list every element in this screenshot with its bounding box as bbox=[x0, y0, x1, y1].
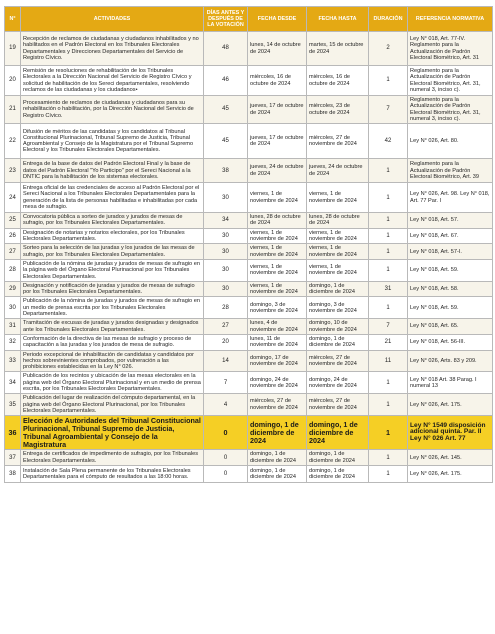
duration: 1 bbox=[369, 244, 408, 260]
normative-reference: Ley N° 018, Art. 67. bbox=[408, 228, 493, 244]
row-number: 30 bbox=[5, 297, 21, 319]
activity-text: Instalación de Sala Plena permanente de los Tribunales Electorales Departamentales para el cómputo de resultados a las 18:00 horas. bbox=[21, 465, 204, 482]
activity-text: Entrega oficial de las credenciales de acceso al Padrón Electoral por el Sereci Nacional a los Tribunales Electorales Departamentales para la generación de la lista de personas habilitadas e inhabilitadas por cada mesa de sufragio. bbox=[21, 183, 204, 213]
days-before-after: 30 bbox=[204, 228, 248, 244]
header-days: DÍAS ANTES Y DESPUÉS DE LA VOTACIÓN bbox=[204, 7, 248, 32]
normative-reference: Ley N° 026, Art. 80. bbox=[408, 124, 493, 159]
table-row bbox=[5, 183, 493, 213]
date-from: miércoles, 16 de octubre de 2024 bbox=[248, 66, 307, 96]
duration: 1 bbox=[369, 66, 408, 96]
activity-text: Conformación de la directiva de las mesas de sufragio y proceso de capacitación a las juradas y los jurados de mesa de sufragio. bbox=[21, 334, 204, 350]
activity-text: Sorteo para la selección de las juradas y los jurados de las mesas de sufragio, por los Tribunales Electorales Departamentales. bbox=[21, 244, 204, 260]
duration: 42 bbox=[369, 124, 408, 159]
date-to: domingo, 10 de noviembre de 2024 bbox=[307, 319, 369, 335]
date-from: domingo, 17 de noviembre de 2024 bbox=[248, 350, 307, 372]
normative-reference: Ley N° 018, Art. 57. bbox=[408, 213, 493, 229]
row-number: 34 bbox=[5, 372, 21, 394]
days-before-after: 0 bbox=[204, 450, 248, 466]
row-number: 37 bbox=[5, 450, 21, 466]
header-reference: REFERENCIA NORMATIVA bbox=[408, 7, 493, 32]
duration: 1 bbox=[369, 297, 408, 319]
activity-text: Difusión de méritos de las candidatas y los candidatos al Tribunal Constitucional Plurinacional, Tribunal Supremo de Justicia, Tribunal Agroambiental y Consejo de la Magistratura por el Tribunal Supremo Electoral y los Tribunales Electorales Departamentales. bbox=[21, 124, 204, 159]
days-before-after: 7 bbox=[204, 372, 248, 394]
duration: 2 bbox=[369, 32, 408, 66]
activity-text: Elección de Autoridades del Tribunal Constitucional Plurinacional, Tribunal Supremo de Justicia, Tribunal Agroambiental y Consejo de la Magistratura bbox=[21, 416, 204, 450]
date-to: lunes, 28 de octubre de 2024 bbox=[307, 213, 369, 229]
date-from: domingo, 1 de diciembre de 2024 bbox=[248, 416, 307, 450]
activity-text: Convocatoria pública a sorteo de jurados y jurados de mesas de sufragio, por los Tribunales Electorales Departamentales. bbox=[21, 213, 204, 229]
activity-text: Periodo excepcional de inhabilitación de candidatas y candidatos por hechos sobrevinientes comprobados, por vulneración a las prohibiciones establecidas en la Ley N° 026. bbox=[21, 350, 204, 372]
table-row bbox=[5, 124, 493, 159]
date-to: domingo, 1 de diciembre de 2024 bbox=[307, 281, 369, 297]
row-number: 32 bbox=[5, 334, 21, 350]
normative-reference: Ley N° 018, Art. 65. bbox=[408, 319, 493, 335]
days-before-after: 20 bbox=[204, 334, 248, 350]
date-to: miércoles, 23 de octubre de 2024 bbox=[307, 96, 369, 124]
normative-reference: Ley N° 026, Art. 98. Ley N° 018, Art. 77 Par. I bbox=[408, 183, 493, 213]
date-to: miércoles, 27 de noviembre de 2024 bbox=[307, 350, 369, 372]
table-body bbox=[5, 32, 493, 483]
activity-text: Tramitación de excusas de juradas y jurados designadas y designados ante los Tribunales Electorales Departamentales. bbox=[21, 319, 204, 335]
date-from: jueves, 17 de octubre de 2024 bbox=[248, 96, 307, 124]
electoral-calendar-table bbox=[4, 6, 493, 483]
date-to: domingo, 3 de noviembre de 2024 bbox=[307, 297, 369, 319]
date-to: jueves, 24 de octubre de 2024 bbox=[307, 159, 369, 183]
duration: 1 bbox=[369, 416, 408, 450]
header-activities: ACTIVIDADES bbox=[21, 7, 204, 32]
date-to: viernes, 1 de noviembre de 2024 bbox=[307, 259, 369, 281]
duration: 1 bbox=[369, 159, 408, 183]
duration: 31 bbox=[369, 281, 408, 297]
duration: 1 bbox=[369, 465, 408, 482]
days-before-after: 30 bbox=[204, 244, 248, 260]
days-before-after: 45 bbox=[204, 96, 248, 124]
row-number: 38 bbox=[5, 465, 21, 482]
date-from: viernes, 1 de noviembre de 2024 bbox=[248, 259, 307, 281]
table-row bbox=[5, 350, 493, 372]
table-row bbox=[5, 96, 493, 124]
days-before-after: 45 bbox=[204, 124, 248, 159]
row-number: 33 bbox=[5, 350, 21, 372]
row-number: 20 bbox=[5, 66, 21, 96]
table-row-highlighted bbox=[5, 416, 493, 450]
activity-text: Designación de notarias y notarios electorales, por los Tribunales Electorales Departamentales. bbox=[21, 228, 204, 244]
days-before-after: 48 bbox=[204, 32, 248, 66]
row-number: 28 bbox=[5, 259, 21, 281]
date-to: domingo, 1 de diciembre de 2024 bbox=[307, 334, 369, 350]
normative-reference: Ley N° 018 Art. 38 Parag. I numeral 13 bbox=[408, 372, 493, 394]
table-row bbox=[5, 66, 493, 96]
activity-text: Publicación del lugar de realización del cómputo departamental, en la página web del Órgano Electoral Plurinacional, por los Tribunales Electorales Departamentales. bbox=[21, 394, 204, 416]
table-header-row bbox=[5, 7, 493, 32]
date-to: viernes, 1 de noviembre de 2024 bbox=[307, 183, 369, 213]
date-from: lunes, 14 de octubre de 2024 bbox=[248, 32, 307, 66]
table-row bbox=[5, 281, 493, 297]
normative-reference: Ley N° 026, Arts. 83 y 209. bbox=[408, 350, 493, 372]
date-from: jueves, 17 de octubre de 2024 bbox=[248, 124, 307, 159]
table-row bbox=[5, 213, 493, 229]
days-before-after: 30 bbox=[204, 281, 248, 297]
date-from: viernes, 1 de noviembre de 2024 bbox=[248, 183, 307, 213]
date-from: domingo, 1 de diciembre de 2024 bbox=[248, 465, 307, 482]
table-row bbox=[5, 319, 493, 335]
date-to: viernes, 1 de noviembre de 2024 bbox=[307, 244, 369, 260]
date-from: lunes, 28 de octubre de 2024 bbox=[248, 213, 307, 229]
date-to: viernes, 1 de noviembre de 2024 bbox=[307, 228, 369, 244]
row-number: 36 bbox=[5, 416, 21, 450]
activity-text: Recepción de reclamos de ciudadanas y ciudadanos inhabilitados y no habilitados en el Padrón Electoral en los Tribunales Electorales Departamentales y Direcciones Departamentales del Servicio de Registro Cívico. bbox=[21, 32, 204, 66]
date-to: domingo, 24 de noviembre de 2024 bbox=[307, 372, 369, 394]
date-to: miércoles, 27 de noviembre de 2024 bbox=[307, 124, 369, 159]
days-before-after: 46 bbox=[204, 66, 248, 96]
duration: 21 bbox=[369, 334, 408, 350]
activity-text: Publicación de la nómina de juradas y jurados de mesas de sufragio en la página web del Órgano Electoral Plurinacional por los Tribunales Electorales Departamentales. bbox=[21, 259, 204, 281]
date-to: miércoles, 16 de octubre de 2024 bbox=[307, 66, 369, 96]
normative-reference: Ley N° 018, Art. 77-IV. Reglamento para la Actualización de Padrón Electoral Biométrico, Art. 31 bbox=[408, 32, 493, 66]
table-row bbox=[5, 394, 493, 416]
normative-reference: Reglamento para la Actualización de Padrón Electoral Biométrico, Art. 39 bbox=[408, 159, 493, 183]
normative-reference: Ley N° 026, Art. 175. bbox=[408, 465, 493, 482]
normative-reference: Ley N° 018, Art. 57-I. bbox=[408, 244, 493, 260]
row-number: 31 bbox=[5, 319, 21, 335]
date-to: martes, 15 de octubre de 2024 bbox=[307, 32, 369, 66]
normative-reference: Ley N° 018, Art. 58. bbox=[408, 281, 493, 297]
activity-text: Publicación de los recintos y ubicación de las mesas electorales en la página web del Órgano Electoral Plurinacional y en un medio de prensa escrita, por los Tribunales Electorales Departamentales. bbox=[21, 372, 204, 394]
date-from: lunes, 11 de noviembre de 2024 bbox=[248, 334, 307, 350]
days-before-after: 38 bbox=[204, 159, 248, 183]
duration: 1 bbox=[369, 394, 408, 416]
row-number: 24 bbox=[5, 183, 21, 213]
activity-text: Designación y notificación de juradas y jurados de mesas de sufragio por los Tribunales Electorales Departamentales. bbox=[21, 281, 204, 297]
row-number: 35 bbox=[5, 394, 21, 416]
table-row bbox=[5, 334, 493, 350]
date-from: domingo, 1 de diciembre de 2024 bbox=[248, 450, 307, 466]
date-to: domingo, 1 de diciembre de 2024 bbox=[307, 416, 369, 450]
row-number: 26 bbox=[5, 228, 21, 244]
days-before-after: 34 bbox=[204, 213, 248, 229]
normative-reference: Reglamento para la Actualización de Padrón Electoral Biométrico, Art. 31, numeral 3, inciso c). bbox=[408, 96, 493, 124]
days-before-after: 27 bbox=[204, 319, 248, 335]
table-row bbox=[5, 259, 493, 281]
duration: 7 bbox=[369, 96, 408, 124]
row-number: 21 bbox=[5, 96, 21, 124]
calendar-table-container bbox=[4, 6, 492, 483]
row-number: 19 bbox=[5, 32, 21, 66]
duration: 1 bbox=[369, 228, 408, 244]
table-row bbox=[5, 297, 493, 319]
header-number: N° bbox=[5, 7, 21, 32]
normative-reference: Ley N° 018, Art. 59. bbox=[408, 259, 493, 281]
normative-reference: Ley N° 1549 disposición adicional quinta. Par. II Ley N° 026 Art. 77 bbox=[408, 416, 493, 450]
normative-reference: Ley N° 026, Art. 145. bbox=[408, 450, 493, 466]
header-date-from: FECHA DESDE bbox=[248, 7, 307, 32]
normative-reference: Ley N° 026, Art. 175. bbox=[408, 394, 493, 416]
duration: 7 bbox=[369, 319, 408, 335]
row-number: 25 bbox=[5, 213, 21, 229]
activity-text: Remisión de resoluciones de rehabilitación de los Tribunales Electorales a la Dirección Nacional del Servicio de Registro Cívico y solicitud de habilitación de los Sereci departamentales, resolviendo reclamos de las ciudadanas y los ciudadanos• bbox=[21, 66, 204, 96]
table-row bbox=[5, 159, 493, 183]
row-number: 29 bbox=[5, 281, 21, 297]
date-from: miércoles, 27 de noviembre de 2024 bbox=[248, 394, 307, 416]
days-before-after: 30 bbox=[204, 183, 248, 213]
table-row bbox=[5, 372, 493, 394]
normative-reference: Ley N° 018, Art. 56-III. bbox=[408, 334, 493, 350]
header-date-to: FECHA HASTA bbox=[307, 7, 369, 32]
normative-reference: Ley N° 018, Art. 59. bbox=[408, 297, 493, 319]
date-from: domingo, 24 de noviembre de 2024 bbox=[248, 372, 307, 394]
table-row bbox=[5, 450, 493, 466]
days-before-after: 0 bbox=[204, 465, 248, 482]
table-row bbox=[5, 465, 493, 482]
days-before-after: 30 bbox=[204, 259, 248, 281]
date-to: domingo, 1 de diciembre de 2024 bbox=[307, 465, 369, 482]
duration: 1 bbox=[369, 259, 408, 281]
date-from: viernes, 1 de noviembre de 2024 bbox=[248, 228, 307, 244]
duration: 1 bbox=[369, 213, 408, 229]
days-before-after: 28 bbox=[204, 297, 248, 319]
date-to: domingo, 1 de diciembre de 2024 bbox=[307, 450, 369, 466]
duration: 1 bbox=[369, 372, 408, 394]
table-row bbox=[5, 244, 493, 260]
table-row bbox=[5, 32, 493, 66]
days-before-after: 4 bbox=[204, 394, 248, 416]
activity-text: Publicación de la nómina de juradas y jurados de mesas de sufragio en un medio de prensa escrita por los Tribunales Electorales Departamentales. bbox=[21, 297, 204, 319]
date-from: lunes, 4 de noviembre de 2024 bbox=[248, 319, 307, 335]
duration: 1 bbox=[369, 450, 408, 466]
days-before-after: 0 bbox=[204, 416, 248, 450]
date-from: domingo, 3 de noviembre de 2024 bbox=[248, 297, 307, 319]
header-duration: DURACIÓN bbox=[369, 7, 408, 32]
table-row bbox=[5, 228, 493, 244]
days-before-after: 14 bbox=[204, 350, 248, 372]
normative-reference: Reglamento para la Actualización de Padrón Electoral Biométrico, Art. 31, numeral 3, inciso c). bbox=[408, 66, 493, 96]
row-number: 27 bbox=[5, 244, 21, 260]
date-to: miércoles, 27 de noviembre de 2024 bbox=[307, 394, 369, 416]
activity-text: Entrega de la base de datos del Padrón Electoral Final y la base de datos del Padrón Electoral "Yo Participo" por el Sereci Nacional a la DNTIC para la habilitación de los sistemas electorales. bbox=[21, 159, 204, 183]
activity-text: Procesamiento de reclamos de ciudadanas y ciudadanos para su rehabilitación o habilitación, por la Dirección Nacional del Servicio de Registro Cívico. bbox=[21, 96, 204, 124]
row-number: 22 bbox=[5, 124, 21, 159]
date-from: jueves, 24 de octubre de 2024 bbox=[248, 159, 307, 183]
duration: 11 bbox=[369, 350, 408, 372]
row-number: 23 bbox=[5, 159, 21, 183]
date-from: viernes, 1 de noviembre de 2024 bbox=[248, 281, 307, 297]
duration: 1 bbox=[369, 183, 408, 213]
date-from: viernes, 1 de noviembre de 2024 bbox=[248, 244, 307, 260]
activity-text: Entrega de certificados de impedimento de sufragio, por los Tribunales Electorales Departamentales. bbox=[21, 450, 204, 466]
